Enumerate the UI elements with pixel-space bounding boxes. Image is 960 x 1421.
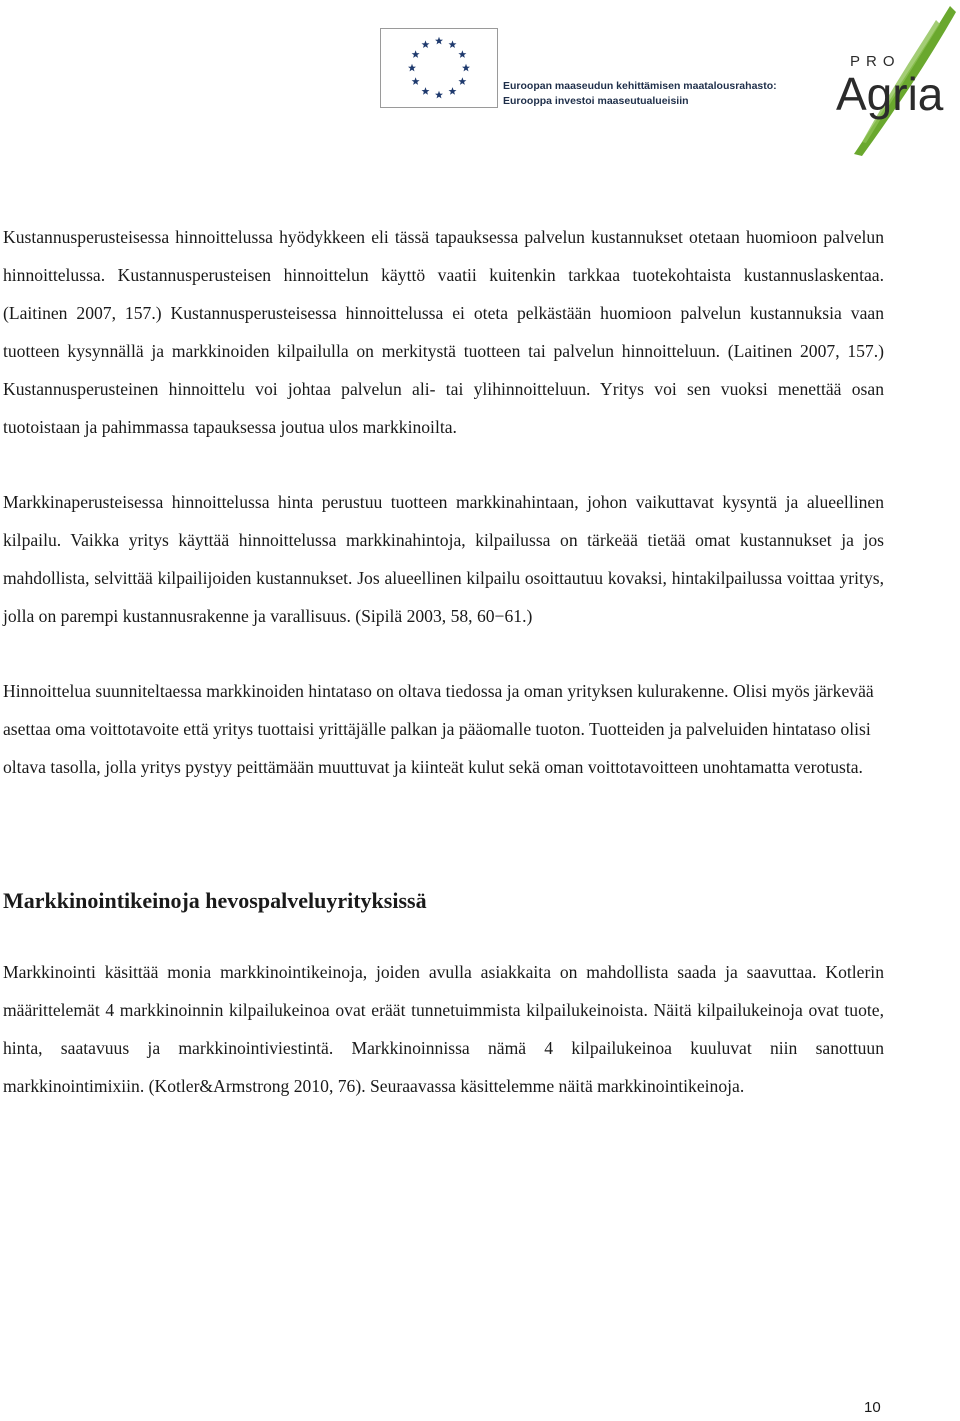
paragraph-marketing-means: Markkinointi käsittää monia markkinointikeinoja, joiden avulla asiakkaita on mahdollista saada ja saavuttaa. Kotlerin määrittelemät 4 markkinoinnin kilpailukeinoa ovat eräät tunnetuimmista kilpailukeinoista. Näitä kilpailukeinoja ovat tuote, hinta, saatavuus ja markkinointiviestintä. Markkinoinnissa nämä 4 kilpailukeinoa kuuluvat niin sanottuun markkinointimixiin. (Kotler&Armstrong 2010, 76). Seuraavassa käsittelemme näitä markkinointikeinoja. <box>3 962 884 1096</box>
eu-caption-line1: Euroopan maaseudun kehittämisen maatalousrahasto: <box>503 80 777 92</box>
eu-caption-line2: Eurooppa investoi maaseutualueisiin <box>503 95 689 107</box>
paragraph-market-based-pricing: Markkinaperusteisessa hinnoittelussa hinta perustuu tuotteen markkinahintaan, johon vaikuttavat kysyntä ja alueellinen kilpailu. Vaikka yritys käyttää hinnoittelussa markkinahintoja, kilpailussa on tärkeää tietää omat kustannukset ja jos mahdollista, selvittää kilpailijoiden kustannukset. Jos alueellinen kilpailu osoittautuu kovaksi, hintakilpailussa voittaa yritys, jolla on parempi kustannusrakenne ja varallisuus. (Sipilä 2003, 58, 60−61.) <box>3 492 884 626</box>
page-number: 10 <box>864 1399 881 1416</box>
eu-flag-logo <box>380 28 498 108</box>
document-body <box>3 218 884 1105</box>
proagria-logo <box>832 2 960 158</box>
proagria-brand-text: Agria <box>836 68 944 120</box>
section-heading: Markkinointikeinoja hevospalveluyrityksissä <box>3 888 427 913</box>
paragraph-pricing-planning: Hinnoittelua suunniteltaessa markkinoiden hintataso on oltava tiedossa ja oman yrityksen kulurakenne. Olisi myös järkevää asettaa oma voittotavoite että yritys tuottaisi yrittäjälle palkan ja pääomalle tuoton. Tuotteiden ja palveluiden hintataso olisi oltava tasolla, jolla yritys pystyy peittämään muuttuvat ja kiinteät kulut sekä oman voittotavoitteen unohtamatta verotusta. <box>3 681 874 777</box>
proagria-pro-text: PRO <box>850 53 901 70</box>
paragraph-cost-based-pricing: Kustannusperusteisessa hinnoittelussa hyödykkeen eli tässä tapauksessa palvelun kustannukset otetaan huomioon palvelun hinnoittelussa. Kustannusperusteisen hinnoittelun käyttö vaatii kuitenkin tarkkaa tuotekohtaista kustannuslaskentaa. (Laitinen 2007, 157.) Kustannusperusteisessa hinnoittelussa ei oteta pelkästään huomioon palvelun kustannuksia vaan tuotteen kysynnällä ja markkinoiden kilpailulla on merkitystä tuotteen tai palvelun hinnoitteluun. (Laitinen 2007, 157.) Kustannusperusteinen hinnoittelu voi johtaa palvelun ali- tai ylihinnoitteluun. Yritys voi sen vuoksi menettää osan tuotoistaan ja pahimmassa tapauksessa joutua ulos markkinoilta. <box>3 227 884 437</box>
eu-fund-caption <box>503 79 777 109</box>
